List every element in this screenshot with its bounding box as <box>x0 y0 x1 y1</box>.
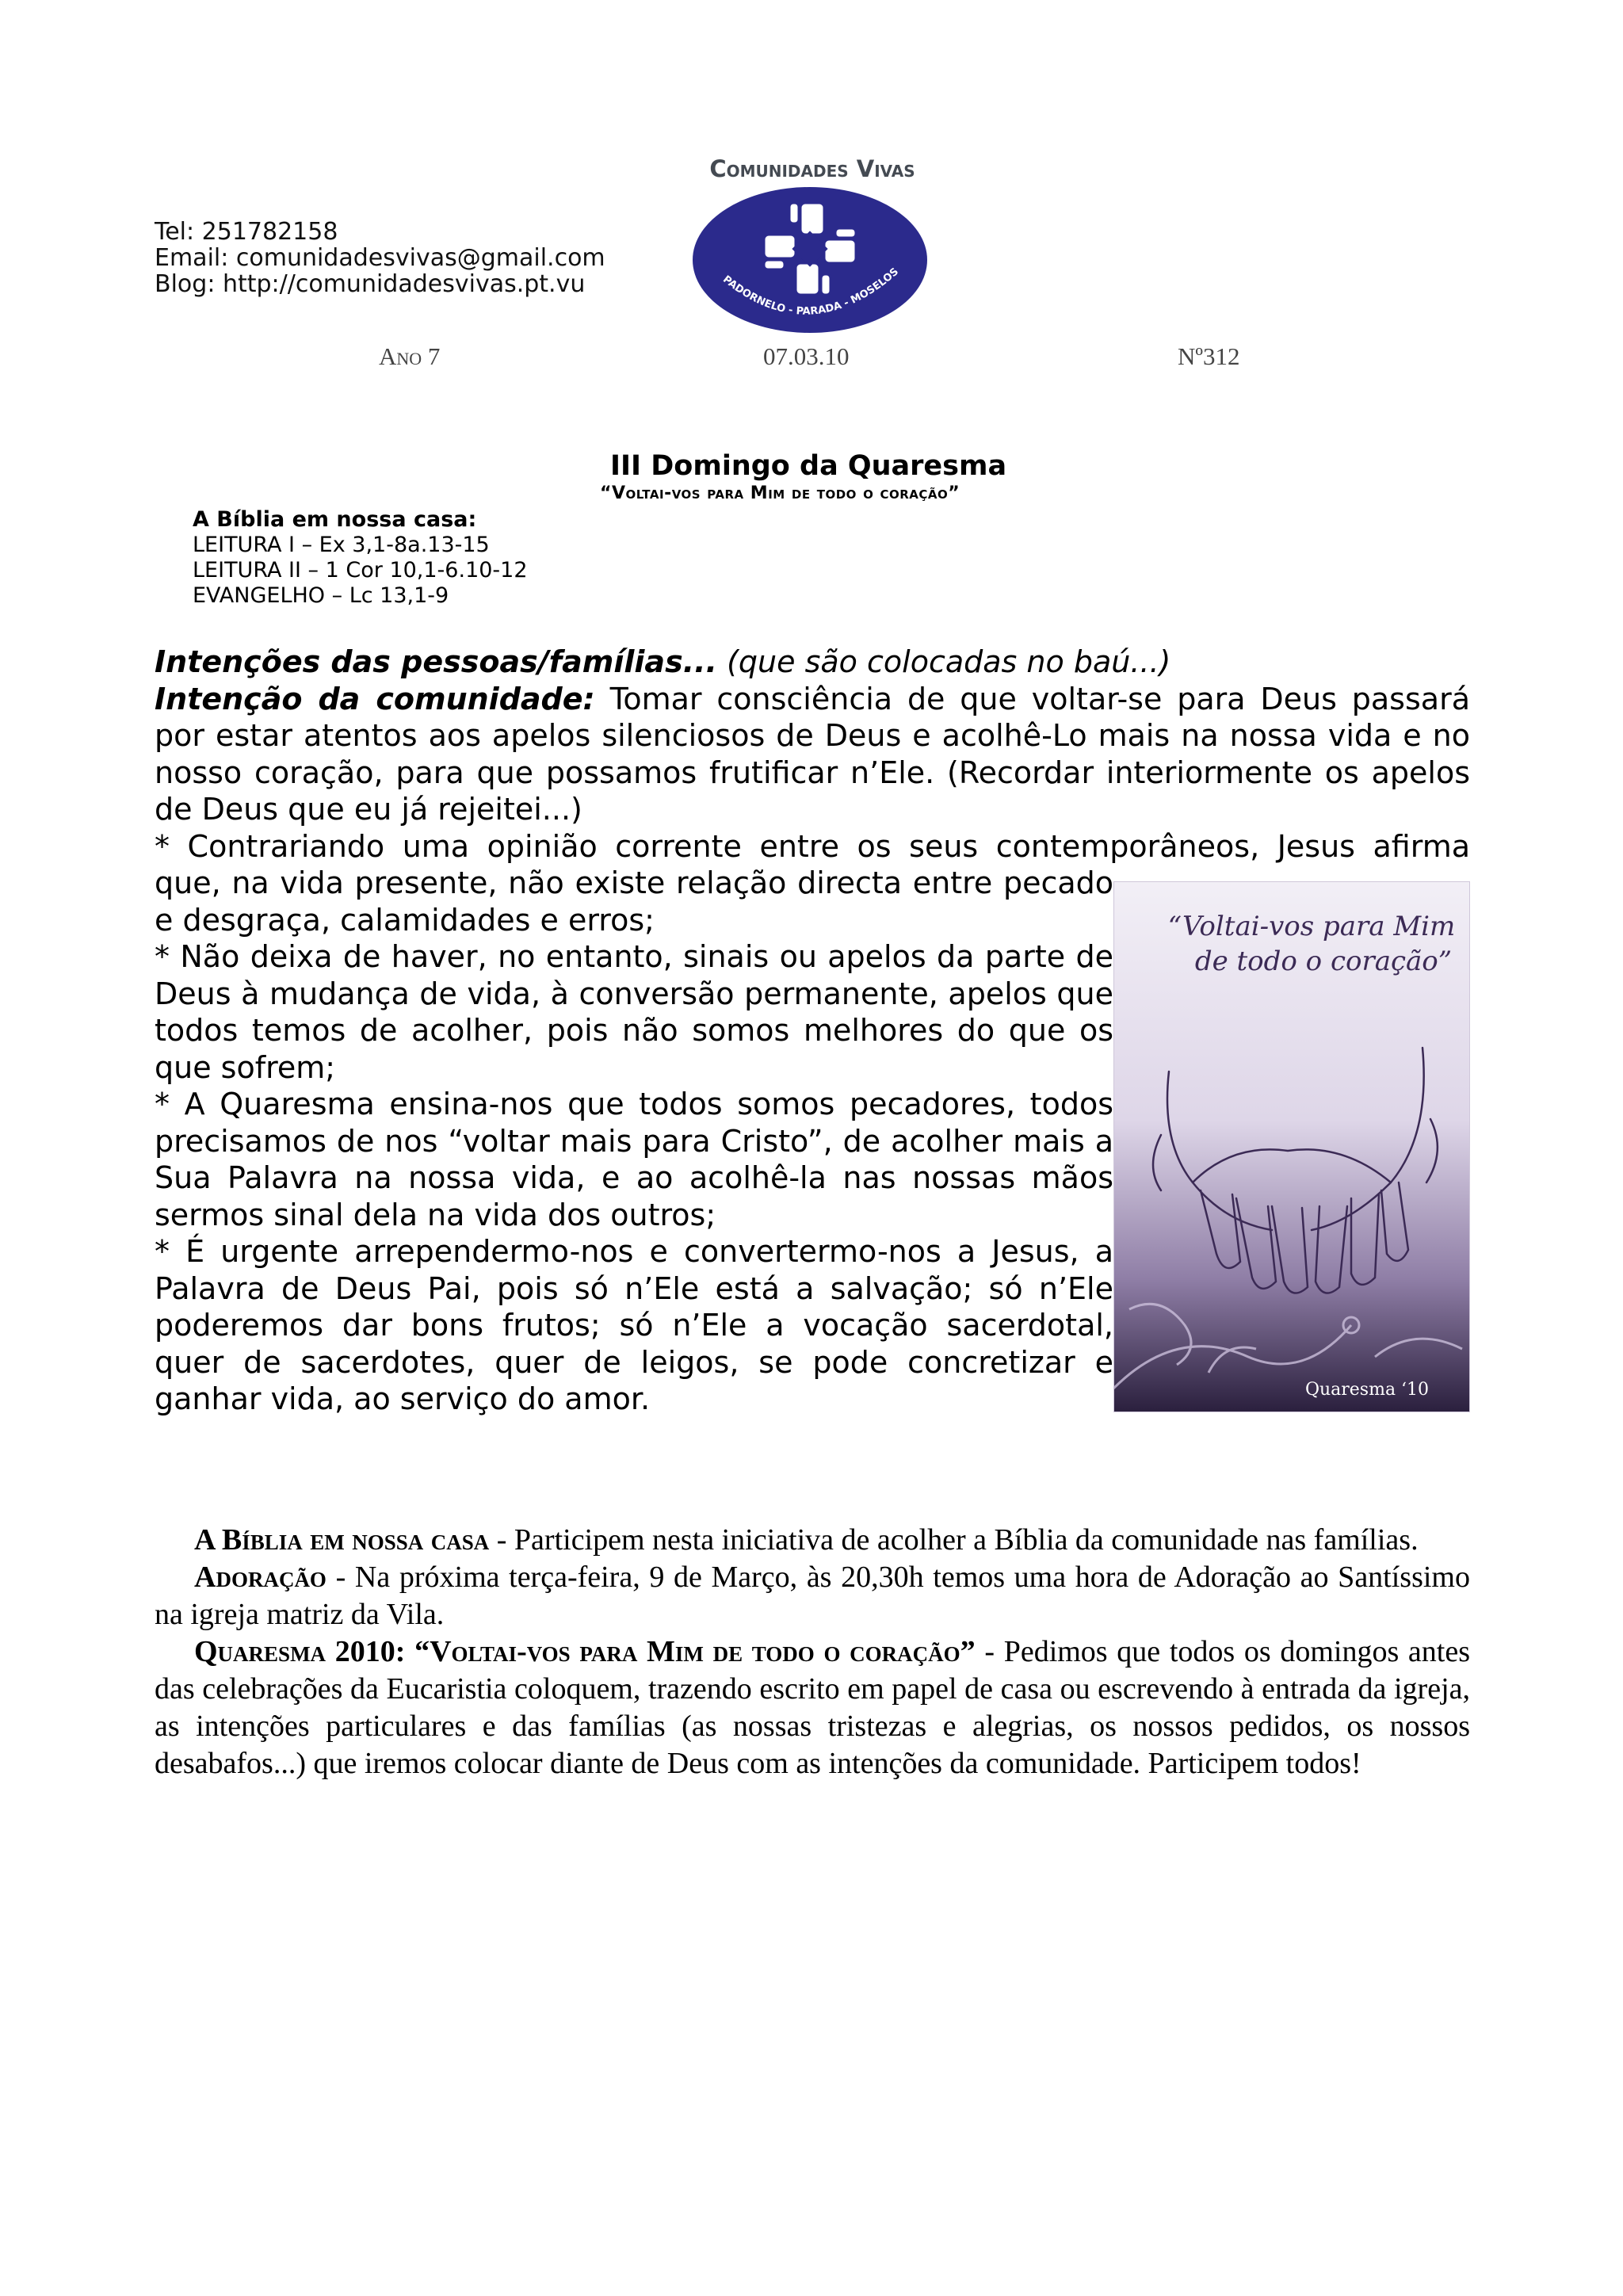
poster-line-2: de todo o coração” <box>1194 946 1453 977</box>
intentions-label: Intenções das pessoas/famílias... <box>155 644 717 679</box>
page-title: III Domingo da Quaresma <box>610 450 1007 482</box>
intentions-line <box>155 644 1470 681</box>
reading-item: LEITURA II – 1 Cor 10,1-6.10-12 <box>193 558 528 583</box>
bullet-list <box>155 865 1113 1418</box>
community-label: Intenção da comunidade: <box>155 681 595 716</box>
community-logo <box>691 185 929 334</box>
notice-adoration <box>155 1559 1470 1633</box>
year-label: Ano 7 <box>379 342 441 370</box>
contact-blog: Blog: http://comunidadesvivas.pt.vu <box>155 270 586 298</box>
reading-item: EVANGELHO – Lc 13,1-9 <box>193 583 449 608</box>
community-text: Tomar consciência de que voltar-se para Deus passará por estar atentos aos apelos silenciosos de Deus e acolhê-Lo mais na nossa vida e no nosso coração, para que possamos frutificar n’Ele. (Recordar interiormente os apelos de Deus que eu já rejeitei...) <box>155 681 1470 827</box>
reading-item: LEITURA I – Ex 3,1-8a.13-15 <box>193 533 490 557</box>
bullet-4: * É urgente arrependermo-nos e convertermo-nos a Jesus, a Palavra de Deus Pai, pois só n’Ele está a salvação; só n’Ele poderemos dar bons frutos; só n’Ele a vocação sacerdotal, quer de sacerdotes, quer de leigos, se pode concretizar e ganhar vida, ao serviço do amor. <box>155 1234 1113 1416</box>
bullet-2: * Não deixa de haver, no entanto, sinais ou apelos da parte de Deus à mudança de vida, à conversão permanente, apelos que todos temos de acolher, pois não somos melhores do que os que sofrem; <box>155 939 1113 1085</box>
notice-lent <box>155 1633 1470 1782</box>
bullet-1-first-line: * Contrariando uma opinião corrente entre os seus contemporâneos, Jesus afirma <box>155 828 1470 864</box>
notices-section <box>155 1522 1470 1782</box>
lent-motto: “Voltai-vos para Mim de todo o coração” <box>600 483 960 503</box>
notice-text: - Participem nesta iniciativa de acolher a Bíblia da comunidade nas famílias. <box>489 1523 1419 1557</box>
lent-poster <box>1113 881 1470 1412</box>
bullet-3: * A Quaresma ensina-nos que todos somos pecadores, todos precisamos de nos “voltar mais para Cristo”, de acolher mais a Sua Palavra na nossa vida, e ao acolhê-la nas nossas mãos sermos sinal dela na vida dos outros; <box>155 1087 1113 1232</box>
poster-line-1: “Voltai-vos para Mim <box>1167 911 1456 942</box>
bullet-1: que, na vida presente, não existe relação directa entre pecado e desgraça, calamidades e erros; <box>155 865 1113 938</box>
readings-heading: A Bíblia em nossa casa: <box>193 507 477 532</box>
notice-bible <box>155 1522 1470 1559</box>
contact-email: Email: comunidadesvivas@gmail.com <box>155 244 605 272</box>
issue-date: 07.03.10 <box>763 342 850 370</box>
intentions-note: (que são colocadas no baú...) <box>727 644 1171 679</box>
notice-heading: Adoração <box>194 1561 327 1594</box>
community-intention <box>155 681 1470 828</box>
notice-heading: Quaresma 2010: “Voltai-vos para Mim de todo o coração” <box>194 1635 976 1668</box>
poster-footer: Quaresma ‘10 <box>1304 1380 1430 1400</box>
issue-number: Nº312 <box>1178 342 1240 370</box>
notice-text: - Pedimos que todos os domingos antes das celebrações da Eucaristia coloquem, trazendo escrito em papel de casa ou escrevendo à entrada da igreja, as intenções particulares e das famílias (as nossas tristezas e alegrias, os nossos pedidos, os nossos desabafos...) que iremos colocar diante de Deus com as intenções da comunidade. Participem todos! <box>155 1635 1470 1780</box>
notice-text: - Na próxima terça-feira, 9 de Março, às 20,30h temos uma hora de Adoração ao Santíssimo na igreja matriz da Vila. <box>155 1561 1470 1631</box>
readings-block <box>193 507 528 609</box>
logo-parishes: PADORNELO - PARADA - MOSELOS <box>720 266 901 318</box>
masthead: Comunidades Vivas <box>709 155 915 182</box>
contact-tel: Tel: 251782158 <box>155 218 338 246</box>
contact-block <box>155 219 605 297</box>
notice-heading: A Bíblia em nossa casa <box>194 1523 490 1557</box>
